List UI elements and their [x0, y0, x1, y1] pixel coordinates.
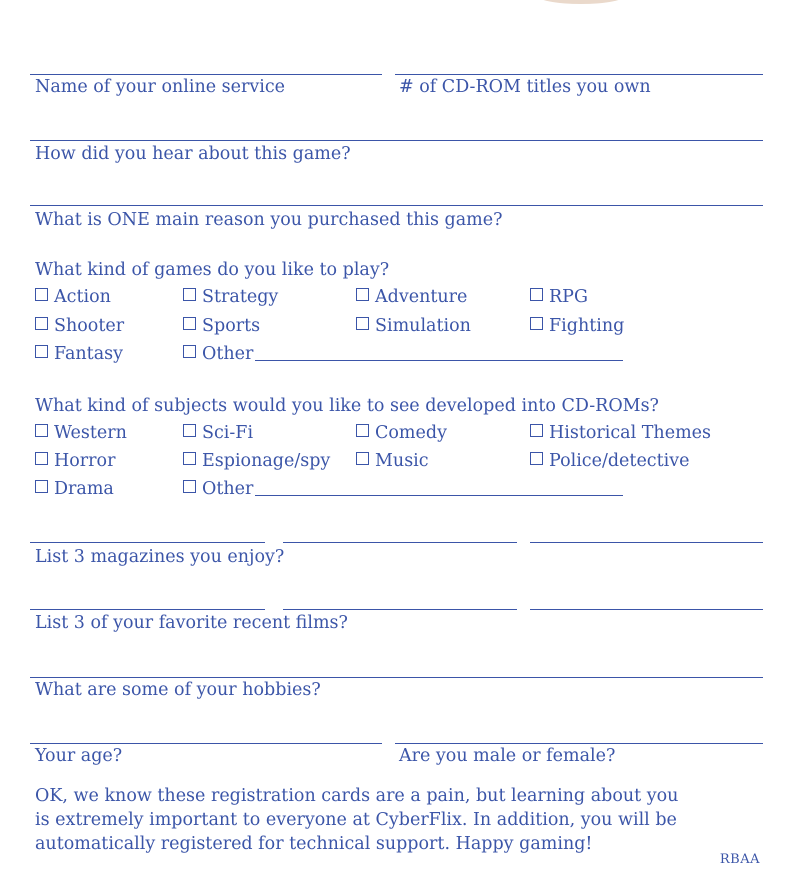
game-option-label: Strategy — [202, 287, 279, 307]
subjects-question: What kind of subjects would you like to see developed into CD-ROMs? — [35, 396, 659, 416]
closing-line-3: automatically registered for technical support. Happy gaming! — [35, 834, 593, 854]
game-option-label: Simulation — [375, 316, 471, 336]
game-checkbox-action[interactable] — [35, 287, 111, 307]
game-other-line[interactable] — [255, 346, 623, 361]
checkbox-icon — [183, 424, 196, 437]
checkbox-icon — [356, 452, 369, 465]
purchase-reason-line[interactable] — [30, 205, 763, 206]
hear-about-line[interactable] — [30, 140, 763, 141]
game-option-label: Shooter — [54, 316, 125, 336]
film-line-1[interactable] — [30, 609, 265, 610]
checkbox-icon — [35, 317, 48, 330]
game-checkbox-sports[interactable] — [183, 316, 260, 336]
subject-checkbox-drama[interactable] — [35, 479, 114, 499]
game-option-label: Action — [54, 287, 111, 307]
game-option-label: Fantasy — [54, 344, 123, 364]
game-checkbox-adventure[interactable] — [356, 287, 467, 307]
hear-about-label: How did you hear about this game? — [35, 144, 351, 164]
hobbies-line[interactable] — [30, 677, 763, 678]
checkbox-icon — [530, 317, 543, 330]
subject-checkbox-music[interactable] — [356, 451, 429, 471]
gender-label: Are you male or female? — [399, 746, 616, 766]
checkbox-icon — [35, 345, 48, 358]
checkbox-icon — [183, 480, 196, 493]
purchase-reason-label: What is ONE main reason you purchased this game? — [35, 210, 503, 230]
subject-option-label: Historical Themes — [549, 423, 711, 443]
checkbox-icon — [183, 452, 196, 465]
subject-option-label: Other — [202, 479, 254, 499]
game-checkbox-shooter[interactable] — [35, 316, 124, 336]
checkbox-icon — [530, 288, 543, 301]
subject-option-label: Comedy — [375, 423, 447, 443]
game-checkbox-strategy[interactable] — [183, 287, 278, 307]
subject-checkbox-western[interactable] — [35, 423, 127, 443]
magazine-line-2[interactable] — [283, 542, 517, 543]
subject-checkbox-comedy[interactable] — [356, 423, 447, 443]
magazine-line-3[interactable] — [530, 542, 763, 543]
game-checkbox-fantasy[interactable] — [35, 344, 123, 364]
stain-mark — [536, 0, 626, 4]
subject-checkbox-espionage[interactable] — [183, 451, 330, 471]
checkbox-icon — [356, 317, 369, 330]
game-checkbox-other[interactable] — [183, 344, 623, 364]
subject-checkbox-horror[interactable] — [35, 451, 115, 471]
age-line[interactable] — [30, 743, 382, 744]
checkbox-icon — [183, 317, 196, 330]
form-code: RBAA — [719, 852, 760, 867]
subject-checkbox-scifi[interactable] — [183, 423, 253, 443]
checkbox-icon — [356, 288, 369, 301]
film-line-2[interactable] — [283, 609, 517, 610]
game-option-label: Adventure — [375, 287, 468, 307]
closing-line-1: OK, we know these registration cards are a pain, but learning about you — [35, 786, 679, 806]
subject-option-label: Horror — [54, 451, 116, 471]
checkbox-icon — [183, 288, 196, 301]
cdrom-titles-label: # of CD-ROM titles you own — [399, 77, 651, 97]
cdrom-titles-line[interactable] — [395, 74, 763, 75]
gender-line[interactable] — [395, 743, 763, 744]
subject-option-label: Western — [54, 423, 127, 443]
game-checkbox-rpg[interactable] — [530, 287, 588, 307]
checkbox-icon — [35, 424, 48, 437]
game-checkbox-fighting[interactable] — [530, 316, 624, 336]
magazines-label: List 3 magazines you enjoy? — [35, 547, 285, 567]
game-option-label: RPG — [549, 287, 588, 307]
game-option-label: Fighting — [549, 316, 625, 336]
game-option-label: Sports — [202, 316, 261, 336]
online-service-line[interactable] — [30, 74, 382, 75]
checkbox-icon — [183, 345, 196, 358]
game-option-label: Other — [202, 344, 254, 364]
hobbies-label: What are some of your hobbies? — [35, 680, 321, 700]
checkbox-icon — [530, 452, 543, 465]
subject-checkbox-other[interactable] — [183, 479, 623, 499]
game-checkbox-simulation[interactable] — [356, 316, 471, 336]
subject-option-label: Sci-Fi — [202, 423, 254, 443]
closing-line-2: is extremely important to everyone at CyberFlix. In addition, you will be — [35, 810, 677, 830]
subject-checkbox-police[interactable] — [530, 451, 689, 471]
games-question: What kind of games do you like to play? — [35, 260, 390, 280]
subject-option-label: Music — [375, 451, 429, 471]
subject-option-label: Police/detective — [549, 451, 690, 471]
checkbox-icon — [35, 452, 48, 465]
checkbox-icon — [35, 288, 48, 301]
film-line-3[interactable] — [530, 609, 763, 610]
magazine-line-1[interactable] — [30, 542, 265, 543]
checkbox-icon — [356, 424, 369, 437]
films-label: List 3 of your favorite recent films? — [35, 613, 348, 633]
checkbox-icon — [35, 480, 48, 493]
age-label: Your age? — [35, 746, 123, 766]
subject-checkbox-historical[interactable] — [530, 423, 711, 443]
checkbox-icon — [530, 424, 543, 437]
subject-other-line[interactable] — [255, 481, 623, 496]
online-service-label: Name of your online service — [35, 77, 285, 97]
subject-option-label: Espionage/spy — [202, 451, 331, 471]
closing-paragraph — [35, 784, 765, 856]
subject-option-label: Drama — [54, 479, 114, 499]
